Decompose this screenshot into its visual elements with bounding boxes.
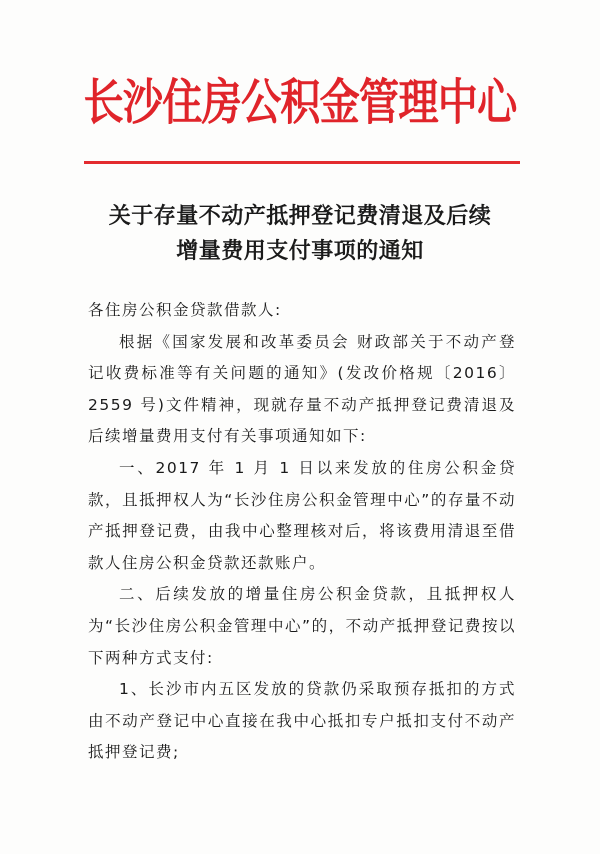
paragraph-item-2: 二、后续发放的增量住房公积金贷款，且抵押权人为“长沙住房公积金管理中心”的，不动产抵押登记费按以下两种方式支付: xyxy=(88,585,516,667)
red-divider-rule xyxy=(84,161,520,164)
paragraph-item-1: 一、2017 年 1 月 1 日以来发放的住房公积金贷款，且抵押权人为“长沙住房公积金管理中心”的存量不动产抵押登记费，由我中心整理核对后，将该费用清退至借款人住房公积金贷款还款账户。 xyxy=(88,458,516,572)
salutation: 各住房公积金贷款借款人: xyxy=(88,301,282,319)
paragraph-intro: 根据《国家发展和改革委员会 财政部关于不动产登记收费标准等有关问题的通知》(发改价格规〔2016〕2559 号)文件精神，现就存量不动产抵押登记费清退及后续增量费用支付有关事项通知如下: xyxy=(88,332,516,446)
notice-body xyxy=(88,295,516,769)
notice-title-line-1: 关于存量不动产抵押登记费清退及后续 xyxy=(108,203,492,229)
notice-title-line-2: 增量费用支付事项的通知 xyxy=(176,238,424,264)
notice-title xyxy=(0,199,600,269)
masthead-title: 长沙住房公积金管理中心 xyxy=(83,73,517,131)
paragraph-subitem-1: 1、长沙市内五区发放的贷款仍采取预存抵扣的方式由不动产登记中心直接在我中心抵扣专户抵扣支付不动产抵押登记费; xyxy=(88,680,516,762)
